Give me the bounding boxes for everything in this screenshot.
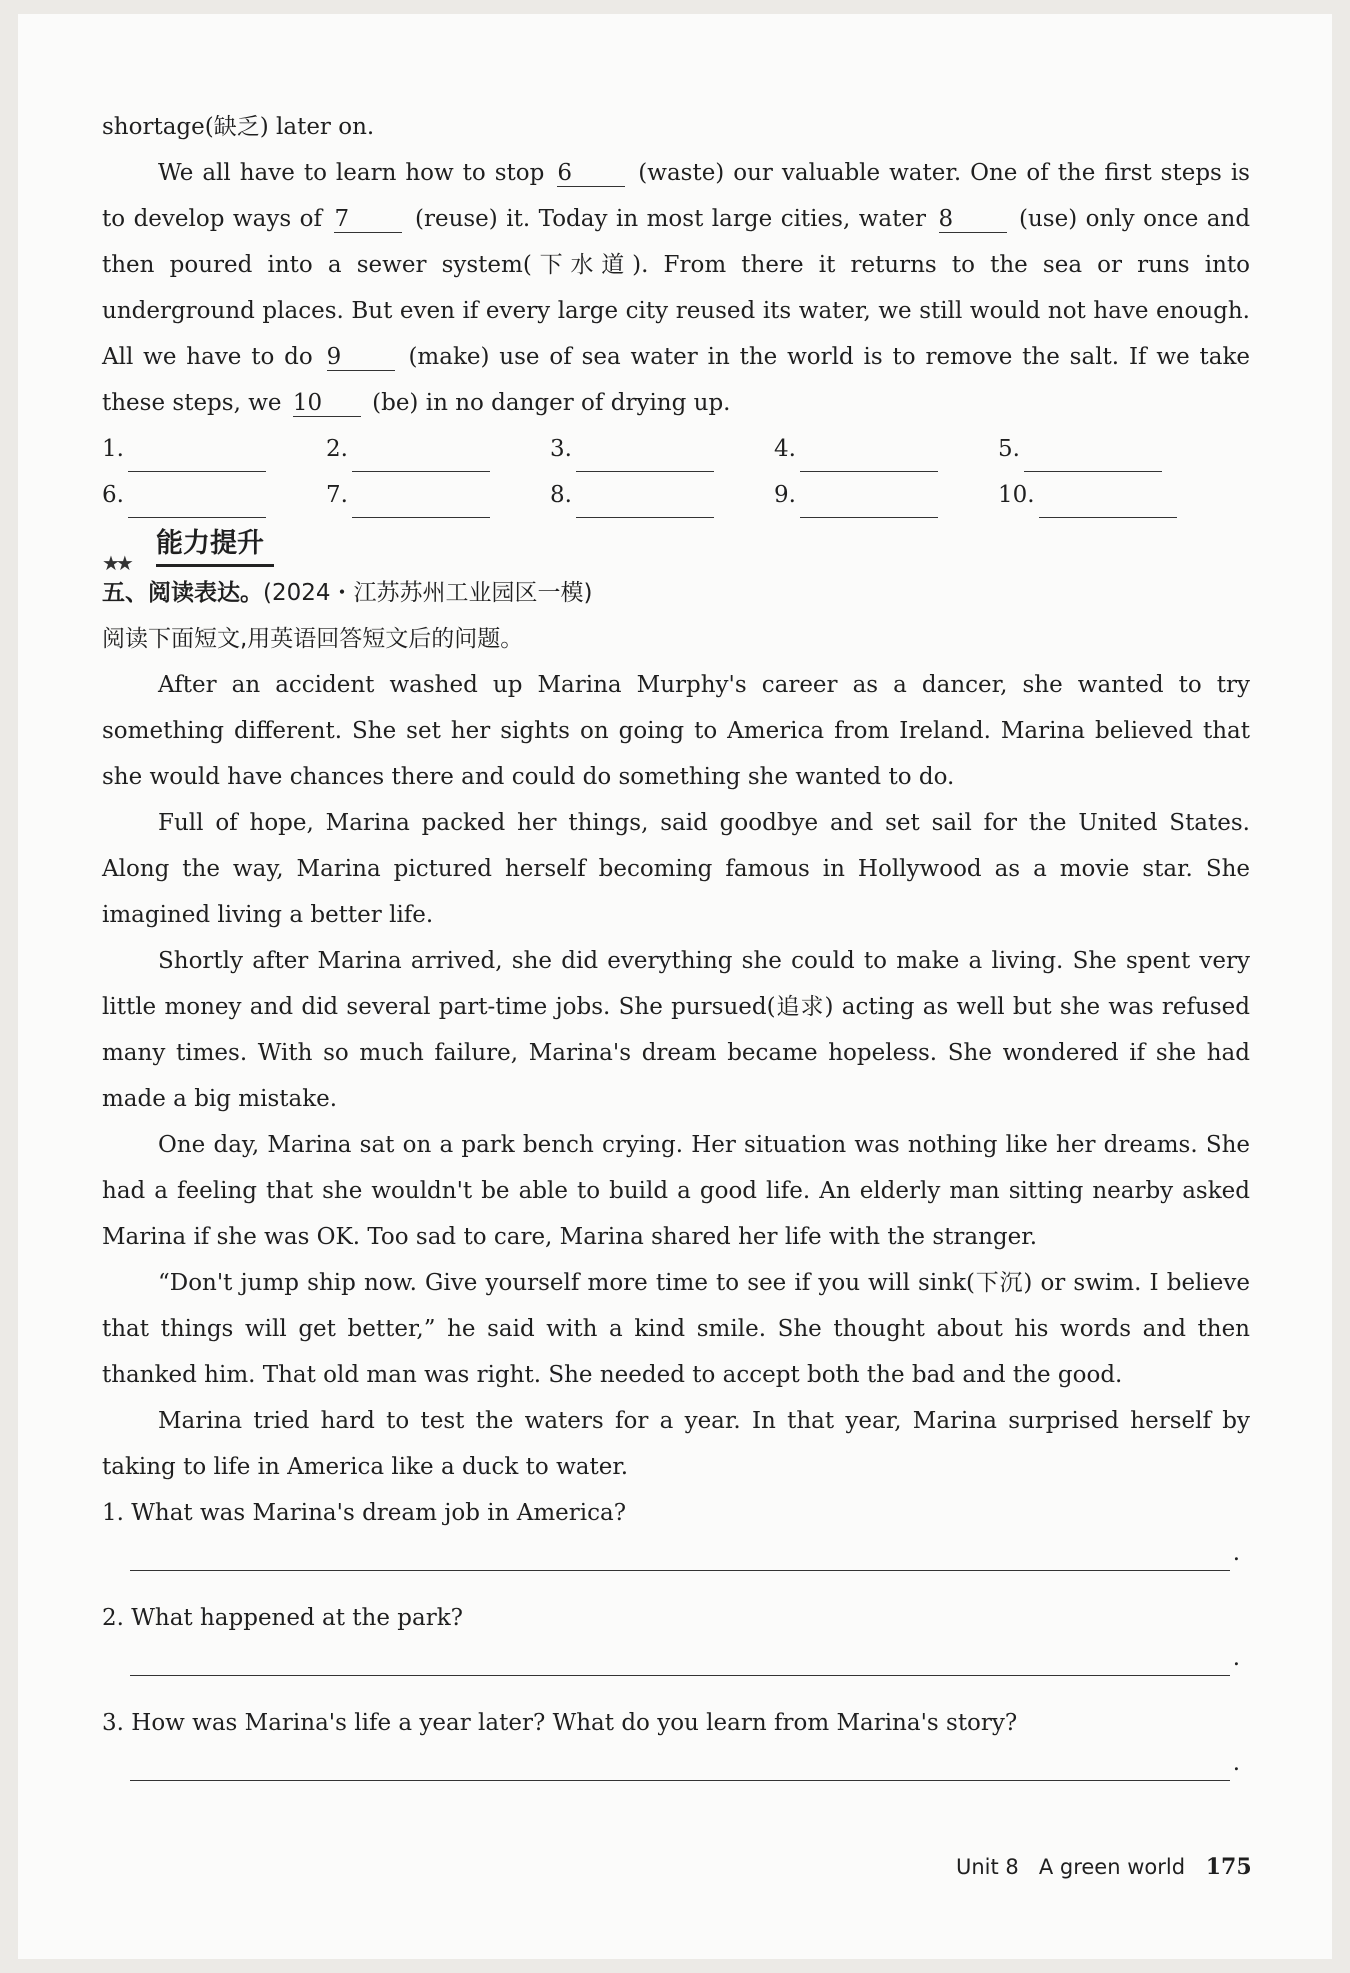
star-icon: ★★ (102, 551, 130, 575)
answer-number: 8. (550, 482, 572, 508)
cloze-text: (use) only once and then poured into a sewer system(下水道). From there it returns to the sea or runs into underground places. But even if every large city reused its water, we still would not have enough. All we have to do (102, 206, 1251, 370)
footer-topic: A green world (1038, 1855, 1186, 1879)
answer-number: 5. (998, 436, 1020, 462)
section-title: 五、阅读表达。 (102, 580, 263, 606)
cloze-text: We all have to learn how to stop (158, 160, 545, 186)
passage-paragraph: Marina tried hard to test the waters for a year. In that year, Marina surprised herself by taking to life in America like a duck to water. (102, 1408, 1250, 1480)
answer-line-1[interactable] (130, 1540, 1240, 1571)
answer-input-10[interactable] (1039, 487, 1177, 518)
answer-input-5[interactable] (1024, 441, 1162, 472)
answer-number: 3. (550, 436, 572, 462)
answer-slot (326, 426, 550, 472)
banner-title: 能力提升 (156, 524, 274, 567)
blank-8: 8 (939, 206, 1007, 233)
question-1: 1. What was Marina's dream job in America? (102, 1500, 627, 1526)
cloze-line-0: shortage(缺乏) later on. (102, 114, 375, 140)
answer-slot (998, 426, 1222, 472)
answer-number: 10. (998, 482, 1035, 508)
answer-slot (326, 472, 550, 518)
passage-paragraph: Shortly after Marina arrived, she did everything she could to make a living. She spent very little money and did several part-time jobs. She pursued(追求) acting as well but she was refused many times. With so much failure, Marina's dream became hopeless. She wondered if she had made a big mistake. (102, 948, 1250, 1112)
answer-input-1[interactable] (128, 441, 266, 472)
answer-slot (550, 472, 774, 518)
answer-input-7[interactable] (352, 487, 490, 518)
answer-input-9[interactable] (800, 487, 938, 518)
answer-input-6[interactable] (128, 487, 266, 518)
answer-blanks (102, 426, 1250, 518)
answer-number: 6. (102, 482, 124, 508)
instruction: 阅读下面短文,用英语回答短文后的问题。 (102, 626, 524, 652)
answer-number: 2. (326, 436, 348, 462)
page-footer (956, 1854, 1252, 1880)
answer-end: . (1232, 1540, 1240, 1566)
answer-end: . (1232, 1750, 1240, 1776)
answer-end: . (1232, 1645, 1240, 1671)
answer-line-2[interactable] (130, 1645, 1240, 1676)
blank-6: 6 (557, 160, 625, 187)
answer-number: 7. (326, 482, 348, 508)
section-banner (102, 524, 1250, 575)
page-number: 175 (1205, 1854, 1252, 1880)
passage-paragraph: After an accident washed up Marina Murphy's career as a dancer, she wanted to try something different. She set her sights on going to America from Ireland. Marina believed that she would have chances there and could do something she wanted to do. (102, 672, 1250, 790)
answer-slot (998, 472, 1222, 518)
answer-slot (774, 472, 998, 518)
question-2: 2. What happened at the park? (102, 1605, 463, 1631)
answer-number: 4. (774, 436, 796, 462)
answer-input-8[interactable] (576, 487, 714, 518)
content (102, 104, 1250, 1805)
section-heading (102, 570, 1250, 616)
answer-slot (550, 426, 774, 472)
page (18, 14, 1332, 1959)
answer-input-4[interactable] (800, 441, 938, 472)
cloze-text: (be) in no danger of drying up. (372, 390, 731, 416)
answer-number: 9. (774, 482, 796, 508)
answer-slot (774, 426, 998, 472)
answer-slot (102, 426, 326, 472)
question-3: 3. How was Marina's life a year later? What do you learn from Marina's story? (102, 1710, 1018, 1736)
passage-paragraph: Full of hope, Marina packed her things, said goodbye and set sail for the United States. Along the way, Marina pictured herself becoming famous in Hollywood as a movie star. She imagined living a better life. (102, 810, 1250, 928)
blank-10: 10 (293, 390, 361, 417)
cloze-text: (reuse) it. Today in most large cities, water (414, 206, 926, 232)
passage-paragraph: One day, Marina sat on a park bench crying. Her situation was nothing like her dreams. She had a feeling that she wouldn't be able to build a good life. An elderly man sitting nearby asked Marina if she was OK. Too sad to care, Marina shared her life with the stranger. (102, 1132, 1250, 1250)
passage-paragraph: “Don't jump ship now. Give yourself more time to see if you will sink(下沉) or swim. I believe that things will get better,” he said with a kind smile. She thought about his words and then thanked him. That old man was right. She needed to accept both the bad and the good. (102, 1270, 1250, 1388)
cloze-text: (make) use of sea water in the world is to remove the salt. If we take these steps, we (102, 344, 1251, 416)
answer-slot (102, 472, 326, 518)
blank-7: 7 (334, 206, 402, 233)
blank-9: 9 (327, 344, 395, 371)
answer-input-2[interactable] (352, 441, 490, 472)
answer-number: 1. (102, 436, 124, 462)
answer-line-3[interactable] (130, 1750, 1240, 1781)
cloze-text: (waste) our valuable water. One of the first steps is to develop ways of (102, 160, 1250, 232)
cloze-paragraph (102, 150, 1250, 426)
answer-input-3[interactable] (576, 441, 714, 472)
footer-unit: Unit 8 (956, 1855, 1019, 1879)
section-source: (2024・江苏苏州工业园区一模) (263, 580, 593, 606)
